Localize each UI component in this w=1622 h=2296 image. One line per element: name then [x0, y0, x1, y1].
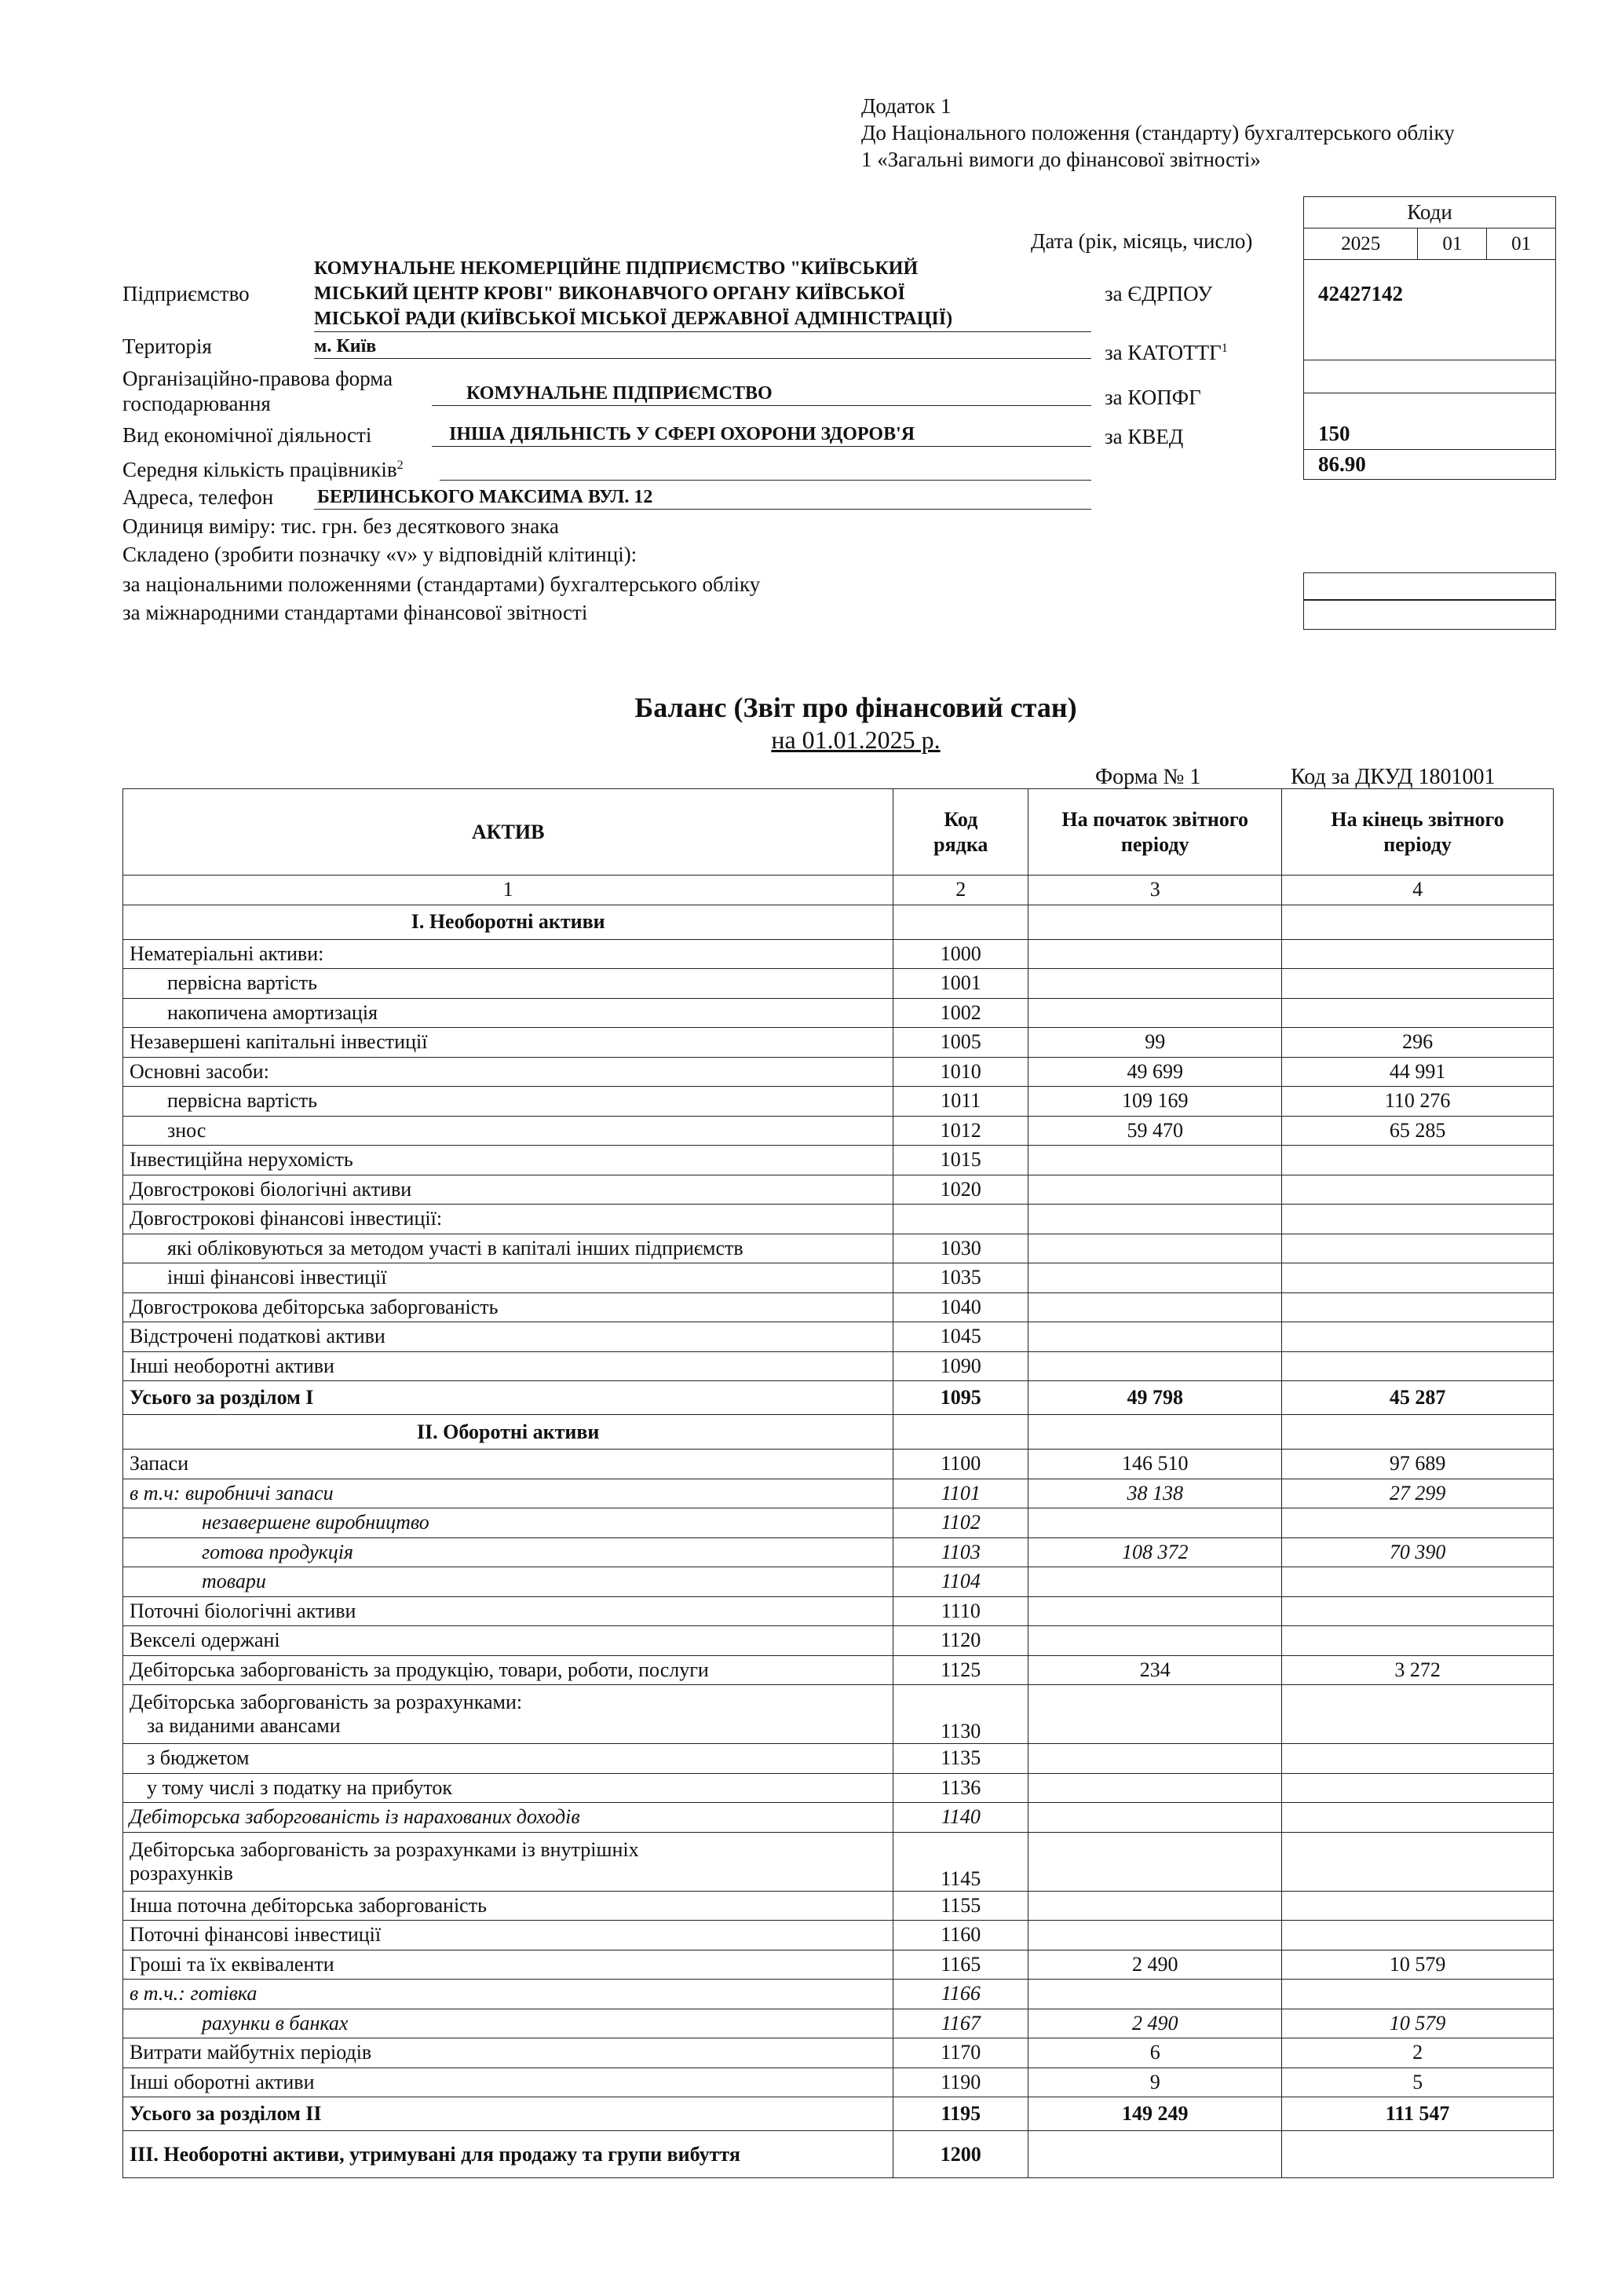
row-end-value [1282, 1508, 1554, 1538]
row-end-value [1282, 1205, 1554, 1234]
row-end-value [1282, 1415, 1554, 1450]
row-code: 1135 [893, 1744, 1028, 1774]
row-code: 1020 [893, 1175, 1028, 1205]
row-end-value [1282, 1234, 1554, 1263]
row-start-value [1028, 969, 1282, 999]
row-start-value [1028, 1596, 1282, 1626]
appendix-line2: До Національного положення (стандарту) бухгалтерського обліку [861, 121, 1455, 144]
territory-value: м. Київ [314, 335, 1091, 359]
table-row [123, 1381, 1554, 1415]
international-standards-label: за міжнародними стандартами фінансової звітності [122, 601, 588, 624]
table-row [123, 2131, 1554, 2178]
table-row [123, 1685, 1554, 1744]
row-start-value [1028, 1322, 1282, 1352]
row-name: товари [123, 1567, 893, 1597]
date-month: 01 [1418, 229, 1487, 260]
row-end-value [1282, 905, 1554, 939]
row-code: 1101 [893, 1479, 1028, 1508]
row-start-value [1028, 1685, 1282, 1744]
row-code: 1102 [893, 1508, 1028, 1538]
table-row [123, 1832, 1554, 1891]
row-code: 1145 [893, 1832, 1028, 1891]
row-end-value: 10 579 [1282, 2009, 1554, 2038]
row-name: Запаси [123, 1450, 893, 1479]
row-code: 1200 [893, 2131, 1028, 2178]
row-end-value [1282, 1263, 1554, 1293]
row-end-value [1282, 1685, 1554, 1744]
row-end-value [1282, 1567, 1554, 1597]
row-start-value [1028, 1292, 1282, 1322]
row-start-value: 2 490 [1028, 2009, 1282, 2038]
row-start-value [1028, 1773, 1282, 1803]
appendix-line1: Додаток 1 [861, 94, 952, 118]
row-name: знос [123, 1116, 893, 1146]
table-row [123, 1803, 1554, 1833]
row-code: 1090 [893, 1351, 1028, 1381]
table-row [123, 1744, 1554, 1774]
table-row [123, 1057, 1554, 1087]
table-row [123, 1655, 1554, 1685]
row-code: 1160 [893, 1921, 1028, 1951]
row-end-value [1282, 1921, 1554, 1951]
balance-table [122, 788, 1554, 2178]
col-header-code: Код рядка [893, 789, 1028, 876]
row-start-value: 38 138 [1028, 1479, 1282, 1508]
row-start-value [1028, 1234, 1282, 1263]
row-end-value [1282, 969, 1554, 999]
international-standards-checkbox[interactable] [1303, 600, 1556, 630]
row-end-value: 3 272 [1282, 1655, 1554, 1685]
row-start-value [1028, 1626, 1282, 1656]
table-row [123, 905, 1554, 939]
row-start-value [1028, 1832, 1282, 1891]
row-name [123, 1832, 893, 1891]
row-name: Дебіторська заборгованість за продукцію, товари, роботи, послуги [123, 1655, 893, 1685]
row-end-value [1282, 1322, 1554, 1352]
table-row [123, 1322, 1554, 1352]
katottg-code [1304, 360, 1556, 393]
table-row [123, 2009, 1554, 2038]
row-name: рахунки в банках [123, 2009, 893, 2038]
row-code: 1012 [893, 1116, 1028, 1146]
codes-header: Коди [1304, 197, 1556, 229]
table-row [123, 1028, 1554, 1058]
row-code: 1136 [893, 1773, 1028, 1803]
row-name: які обліковуються за методом участі в капіталі інших підприємств [123, 1234, 893, 1263]
row-name: Дебіторська заборгованість із нарахованих доходів [123, 1803, 893, 1833]
table-row [123, 1921, 1554, 1951]
row-start-value [1028, 1205, 1282, 1234]
row-start-value [1028, 905, 1282, 939]
row-start-value: 108 372 [1028, 1537, 1282, 1567]
document-title: Баланс (Звіт про фінансовий стан) [634, 692, 1077, 723]
row-name: Витрати майбутніх періодів [123, 2038, 893, 2068]
row-start-value: 109 169 [1028, 1087, 1282, 1117]
row-code: 1190 [893, 2067, 1028, 2097]
row-start-value: 49 699 [1028, 1057, 1282, 1087]
row-end-value: 27 299 [1282, 1479, 1554, 1508]
col-header-start: На початок звітного періоду [1028, 789, 1282, 876]
employees-label: Середня кількість працівників$^2$ [122, 458, 404, 481]
row-name: Поточні біологічні активи [123, 1596, 893, 1626]
appendix-line3: 1 «Загальні вимоги до фінансової звітності» [861, 148, 1261, 171]
row-name-line2: за виданими авансами [147, 1714, 341, 1737]
row-end-value [1282, 998, 1554, 1028]
row-start-value [1028, 1980, 1282, 2009]
row-code: 1011 [893, 1087, 1028, 1117]
table-row [123, 1596, 1554, 1626]
date-label: Дата (рік, місяць, число) [1031, 229, 1253, 253]
employees-value [440, 457, 1091, 481]
row-name: Векселі одержані [123, 1626, 893, 1656]
row-start-value: 9 [1028, 2067, 1282, 2097]
row-start-value [1028, 1175, 1282, 1205]
enterprise-label: Підприємство [122, 282, 250, 305]
row-name: I. Необоротні активи [123, 905, 893, 939]
row-name: II. Оборотні активи [123, 1415, 893, 1450]
col-header-end: На кінець звітного періоду [1282, 789, 1554, 876]
date-day: 01 [1487, 229, 1556, 260]
row-name: Інші необоротні активи [123, 1351, 893, 1381]
table-row [123, 1205, 1554, 1234]
row-end-value: 111 547 [1282, 2097, 1554, 2131]
row-code: 1005 [893, 1028, 1028, 1058]
table-row [123, 939, 1554, 969]
row-code: 1030 [893, 1234, 1028, 1263]
row-end-value: 10 579 [1282, 1950, 1554, 1980]
table-row [123, 2097, 1554, 2131]
table-row [123, 1450, 1554, 1479]
row-code: 1104 [893, 1567, 1028, 1597]
row-code: 1000 [893, 939, 1028, 969]
row-start-value: 59 470 [1028, 1116, 1282, 1146]
row-name: Інші оборотні активи [123, 2067, 893, 2097]
address-value: БЕРЛИНСЬКОГО МАКСИМА ВУЛ. 12 [314, 485, 1091, 510]
table-row [123, 1263, 1554, 1293]
row-start-value [1028, 939, 1282, 969]
row-code: 1165 [893, 1950, 1028, 1980]
row-name: Гроші та їх еквіваленти [123, 1950, 893, 1980]
form-number: Форма № 1 [1095, 765, 1201, 789]
row-end-value: 65 285 [1282, 1116, 1554, 1146]
row-start-value [1028, 1415, 1282, 1450]
row-name [123, 1685, 893, 1744]
table-row [123, 969, 1554, 999]
table-row [123, 1292, 1554, 1322]
table-row [123, 1146, 1554, 1175]
table-row [123, 1479, 1554, 1508]
national-standards-label: за національними положеннями (стандартами) бухгалтерського обліку [122, 572, 761, 596]
table-row [123, 998, 1554, 1028]
table-row [123, 1087, 1554, 1117]
row-name: Інша поточна дебіторська заборгованість [123, 1891, 893, 1921]
row-name: Незавершені капітальні інвестиції [123, 1028, 893, 1058]
row-start-value: 99 [1028, 1028, 1282, 1058]
row-end-value [1282, 1175, 1554, 1205]
edrpou-label: за ЄДРПОУ [1105, 282, 1213, 305]
row-name: Усього за розділом II [123, 2097, 893, 2131]
row-name: інші фінансові інвестиції [123, 1263, 893, 1293]
row-start-value [1028, 1744, 1282, 1774]
row-start-value [1028, 1891, 1282, 1921]
dkud-code: Код за ДКУД 1801001 [1291, 765, 1496, 789]
table-row [123, 1773, 1554, 1803]
table-row [123, 2067, 1554, 2097]
row-name: Довгострокові фінансові інвестиції: [123, 1205, 893, 1234]
row-end-value [1282, 1832, 1554, 1891]
row-code: 1040 [893, 1292, 1028, 1322]
col-header-asset: АКТИВ [123, 789, 893, 876]
table-row [123, 1351, 1554, 1381]
row-code [893, 1415, 1028, 1450]
kved-label: за КВЕД [1105, 425, 1184, 448]
table-row [123, 1537, 1554, 1567]
row-start-value [1028, 1803, 1282, 1833]
enterprise-line2: МІСЬКИЙ ЦЕНТР КРОВІ" ВИКОНАВЧОГО ОРГАНУ КИЇВСЬКОЇ [314, 283, 905, 304]
row-end-value: 44 991 [1282, 1057, 1554, 1087]
table-row [123, 1626, 1554, 1656]
row-end-value [1282, 1803, 1554, 1833]
row-end-value [1282, 1773, 1554, 1803]
row-code: 1035 [893, 1263, 1028, 1293]
row-code: 1166 [893, 1980, 1028, 2009]
kopfg-label: за КОПФГ [1105, 386, 1201, 409]
balance-table-body [123, 905, 1554, 2178]
row-end-value [1282, 1146, 1554, 1175]
row-end-value: 2 [1282, 2038, 1554, 2068]
row-name: в т.ч: виробничі запаси [123, 1479, 893, 1508]
edrpou-code: 42427142 [1304, 260, 1556, 360]
row-name: III. Необоротні активи, утримувані для продажу та групи вибуття [123, 2131, 893, 2178]
row-name-line2: розрахунків [130, 1861, 233, 1885]
row-start-value [1028, 1146, 1282, 1175]
enterprise-name [314, 256, 1091, 332]
row-start-value [1028, 998, 1282, 1028]
row-code [893, 1205, 1028, 1234]
table-row [123, 1415, 1554, 1450]
row-code: 1155 [893, 1891, 1028, 1921]
row-code: 1140 [893, 1803, 1028, 1833]
row-code: 1100 [893, 1450, 1028, 1479]
row-start-value [1028, 1263, 1282, 1293]
row-name: Інвестиційна нерухомість [123, 1146, 893, 1175]
row-name: накопичена амортизація [123, 998, 893, 1028]
appendix-note [861, 93, 1455, 173]
row-start-value: 234 [1028, 1655, 1282, 1685]
row-end-value: 5 [1282, 2067, 1554, 2097]
legal-form-value: КОМУНАЛЬНЕ ПІДПРИЄМСТВО [432, 382, 1091, 406]
row-start-value [1028, 1921, 1282, 1951]
table-row [123, 1980, 1554, 2009]
row-end-value [1282, 939, 1554, 969]
date-year: 2025 [1304, 229, 1418, 260]
row-name: у тому числі з податку на прибуток [123, 1773, 893, 1803]
row-name: Довгострокова дебіторська заборгованість [123, 1292, 893, 1322]
row-start-value [1028, 1508, 1282, 1538]
row-code: 1195 [893, 2097, 1028, 2131]
row-name: Довгострокові біологічні активи [123, 1175, 893, 1205]
national-standards-checkbox[interactable] [1303, 572, 1556, 600]
row-end-value [1282, 1744, 1554, 1774]
row-code: 1120 [893, 1626, 1028, 1656]
compiled-label: Складено (зробити позначку «v» у відповідній клітинці): [122, 543, 637, 566]
row-code: 1010 [893, 1057, 1028, 1087]
row-name: готова продукція [123, 1537, 893, 1567]
row-end-value: 45 287 [1282, 1381, 1554, 1415]
table-row [123, 1116, 1554, 1146]
row-name: Нематеріальні активи: [123, 939, 893, 969]
row-start-value: 146 510 [1028, 1450, 1282, 1479]
table-row [123, 1508, 1554, 1538]
table-row [123, 1950, 1554, 1980]
row-start-value [1028, 2131, 1282, 2178]
col-number-4: 4 [1282, 876, 1554, 905]
row-code: 1170 [893, 2038, 1028, 2068]
col-number-3: 3 [1028, 876, 1282, 905]
col-number-1: 1 [123, 876, 893, 905]
row-end-value [1282, 1292, 1554, 1322]
row-start-value: 49 798 [1028, 1381, 1282, 1415]
row-end-value [1282, 1891, 1554, 1921]
row-start-value [1028, 1351, 1282, 1381]
table-row [123, 1234, 1554, 1263]
unit-label: Одиниця виміру: тис. грн. без десяткового знака [122, 514, 559, 538]
row-code: 1015 [893, 1146, 1028, 1175]
row-code: 1103 [893, 1537, 1028, 1567]
row-end-value [1282, 1596, 1554, 1626]
row-end-value [1282, 1351, 1554, 1381]
row-name-line1: Дебіторська заборгованість за розрахунками із внутрішніх [130, 1837, 639, 1861]
row-code: 1095 [893, 1381, 1028, 1415]
row-name: з бюджетом [123, 1744, 893, 1774]
row-name: первісна вартість [123, 969, 893, 999]
col-number-2: 2 [893, 876, 1028, 905]
row-name: Поточні фінансові інвестиції [123, 1921, 893, 1951]
enterprise-line1: КОМУНАЛЬНЕ НЕКОМЕРЦІЙНЕ ПІДПРИЄМСТВО "КИЇВСЬКИЙ [314, 258, 919, 279]
codes-box [1303, 196, 1556, 480]
legal-form-label: Організаційно-правова форма господарювання [122, 367, 393, 415]
kopfg-code: 150 [1304, 393, 1556, 450]
row-name: незавершене виробництво [123, 1508, 893, 1538]
table-row [123, 1567, 1554, 1597]
row-code: 1125 [893, 1655, 1028, 1685]
row-code: 1130 [893, 1685, 1028, 1744]
row-start-value: 6 [1028, 2038, 1282, 2068]
row-end-value [1282, 1626, 1554, 1656]
activity-value: ІНША ДІЯЛЬНІСТЬ У СФЕРІ ОХОРОНИ ЗДОРОВ'Я [432, 422, 1091, 447]
row-name: первісна вартість [123, 1087, 893, 1117]
row-code: 1002 [893, 998, 1028, 1028]
row-start-value: 149 249 [1028, 2097, 1282, 2131]
row-code: 1001 [893, 969, 1028, 999]
table-row [123, 1891, 1554, 1921]
territory-label: Територія [122, 335, 212, 358]
row-end-value: 70 390 [1282, 1537, 1554, 1567]
row-name: Усього за розділом I [123, 1381, 893, 1415]
row-name: в т.ч.: готівка [123, 1980, 893, 2009]
katottg-label: за КАТОТТГ$^1$ [1105, 341, 1228, 364]
row-code: 1167 [893, 2009, 1028, 2038]
table-row [123, 1175, 1554, 1205]
address-label: Адреса, телефон [122, 485, 274, 509]
row-end-value: 110 276 [1282, 1087, 1554, 1117]
row-code: 1110 [893, 1596, 1028, 1626]
activity-label: Вид економічної діяльності [122, 423, 372, 447]
row-end-value [1282, 1980, 1554, 2009]
row-start-value [1028, 1567, 1282, 1597]
row-code: 1045 [893, 1322, 1028, 1352]
row-name: Основні засоби: [123, 1057, 893, 1087]
enterprise-line3: МІСЬКОЇ РАДИ (КИЇВСЬКОЇ МІСЬКОЇ ДЕРЖАВНОЇ АДМІНІСТРАЦІЇ) [314, 309, 953, 329]
row-code [893, 905, 1028, 939]
row-end-value [1282, 2131, 1554, 2178]
row-name-line1: Дебіторська заборгованість за розрахунками: [130, 1691, 523, 1713]
table-row [123, 2038, 1554, 2068]
row-end-value: 97 689 [1282, 1450, 1554, 1479]
row-name: Відстрочені податкові активи [123, 1322, 893, 1352]
row-end-value: 296 [1282, 1028, 1554, 1058]
document-date: на 01.01.2025 р. [771, 726, 941, 754]
kved-code: 86.90 [1304, 450, 1556, 480]
row-start-value: 2 490 [1028, 1950, 1282, 1980]
